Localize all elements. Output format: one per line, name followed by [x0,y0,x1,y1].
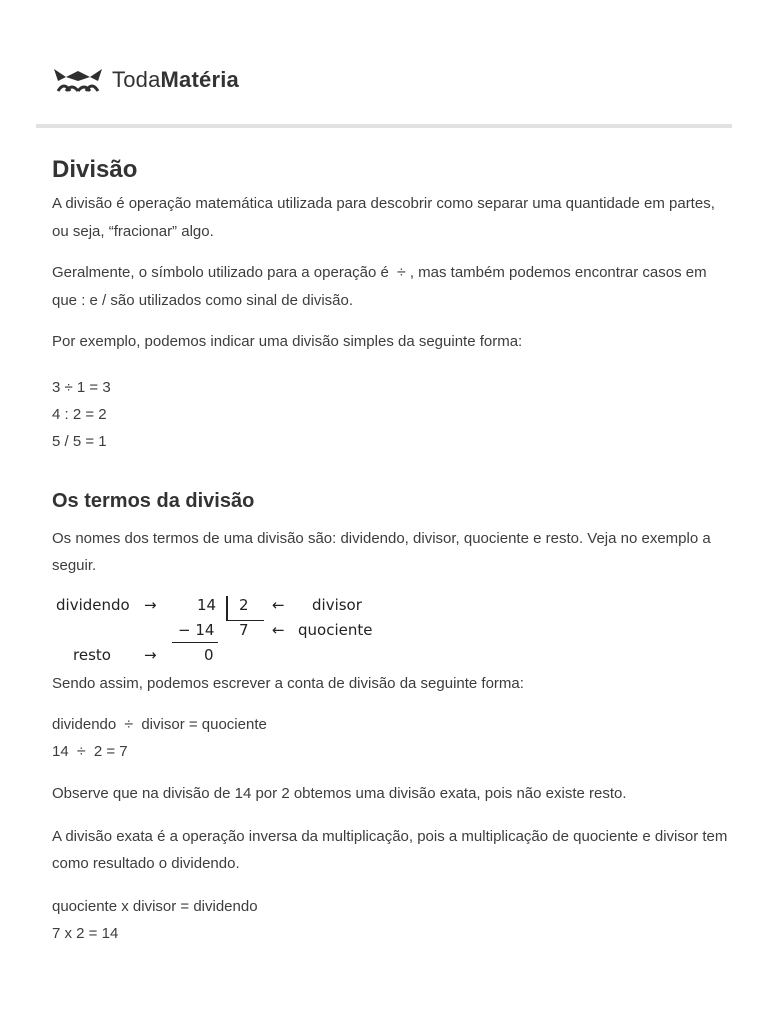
article-title: Divisão [52,156,138,183]
site-header [0,0,768,128]
paragraph-exact-division: Observe que na divisão de 14 por 2 obtemos uma divisão exata, pois não existe resto. [52,785,627,802]
formula-line: 7 x 2 = 14 [52,924,119,942]
remainder-value: 0 [204,645,214,664]
paragraph-symbol-part1: Geralmente, o símbolo utilizado para a operação é [52,264,389,281]
site-logo[interactable] [52,62,239,98]
formula-line [52,711,732,738]
header-divider [36,124,732,128]
quotient-label: quociente [298,620,373,639]
owl-logo-icon [52,65,104,95]
subtraction-line [172,642,218,644]
section-title-terms: Os termos da divisão [52,489,255,512]
brand-name [112,67,239,93]
paragraph-inverse-operation: A divisão exata é a operação inversa da multiplicação, pois a multiplicação de quociente e divisor tem como resultado o dividendo. [52,827,728,872]
divisor-label: divisor [312,595,362,614]
paragraph-symbol [52,259,732,314]
dividend-value: 14 [197,595,217,614]
divisor-value: 2 [239,595,249,614]
paragraph-terms: Os nomes dos termos de uma divisão são: dividendo, divisor, quociente e resto. Veja no exemplo a seguir. [52,529,711,574]
division-bracket-vertical [226,596,228,620]
division-symbol: ÷ [124,716,134,733]
quotient-value: 7 [239,620,249,639]
division-symbol: ÷ [397,264,406,281]
brand-name-part2: Matéria [160,67,239,92]
arrow-right-icon: → [144,645,157,664]
division-symbol: ÷ [76,743,86,760]
example-line: 5 / 5 = 1 [52,432,107,450]
formula-part: divisor = quociente [141,716,267,733]
paragraph-example-intro: Por exemplo, podemos indicar uma divisão simples da seguinte forma: [52,333,523,350]
arrow-right-icon: → [144,595,157,614]
formula-block [52,711,732,765]
formula-part: 2 = 7 [93,743,128,760]
arrow-left-icon: ← [272,595,285,614]
subtract-value: − 14 [178,620,215,639]
formula-line [52,738,732,765]
arrow-left-icon: ← [272,620,285,639]
formula-part: 14 [52,743,69,760]
division-diagram [52,584,452,664]
paragraph-formula-intro: Sendo assim, podemos escrever a conta de divisão da seguinte forma: [52,674,524,692]
brand-name-part1: Toda [112,67,161,92]
dividend-label: dividendo [56,595,130,614]
formula-part: dividendo [52,716,117,733]
paragraph-symbol-part2: , mas também podemos encontrar casos em que : e / são utilizados como sinal de divisão. [52,264,707,309]
remainder-label: resto [73,645,111,664]
article-content [52,152,732,947]
formula-block-multiplication [52,893,732,947]
example-line: 3 ÷ 1 = 3 [52,378,111,396]
paragraph-intro: A divisão é operação matemática utilizada para descobrir como separar uma quantidade em partes, ou seja, “fracionar” algo. [52,195,715,240]
examples-list [52,374,732,455]
example-line: 4 : 2 = 2 [52,405,107,423]
formula-line: quociente x divisor = dividendo [52,897,258,915]
